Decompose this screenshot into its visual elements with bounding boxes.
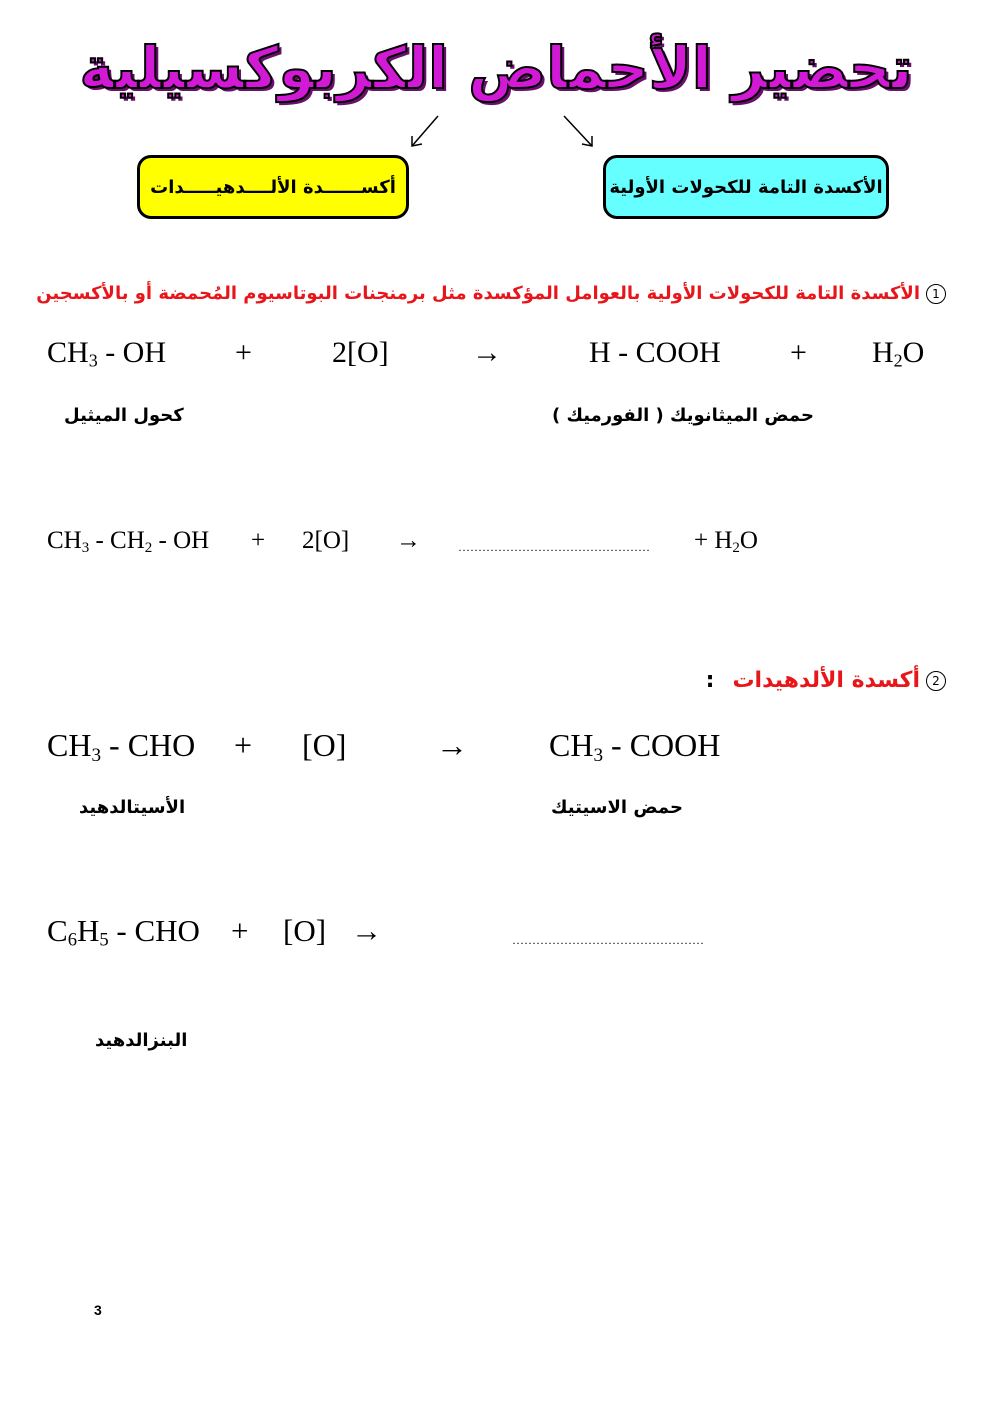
eq3-reactant-label: الأسيتالدهيد <box>79 797 186 818</box>
eq2-plus: + <box>251 527 266 554</box>
eq4-reactant: $C_6H_5$ - CHO <box>47 913 200 951</box>
section-2-number: 2 <box>926 671 946 691</box>
eq4-reactant-label: البنزالدهيد <box>95 1030 188 1051</box>
eq4-arrow: → <box>351 913 382 948</box>
eq4-answer-blank[interactable]: ………………………………………… <box>512 933 704 947</box>
eq2-arrow: → <box>396 527 421 554</box>
section-1-heading <box>36 283 946 304</box>
aldehyde-oxidation-box: أكســــــدة الألــــدهيـــــدات <box>137 155 409 219</box>
page-number: 3 <box>94 1302 102 1318</box>
section-1-text: الأكسدة التامة للكحولات الأولية بالعوامل المؤكسدة مثل برمنجنات البوتاسيوم المُحمضة أو بالأكسجين <box>36 283 920 304</box>
section-2-text: أكسدة الألدهيدات <box>732 668 920 693</box>
eq3-plus: + <box>234 727 253 763</box>
eq1-product: H - COOH <box>589 336 721 369</box>
eq1-plus-2: + <box>790 336 807 369</box>
eq3-reactant: $CH_3$ - CHO <box>47 727 196 766</box>
eq3-oxidant: [O] <box>302 727 347 763</box>
section-2-heading <box>706 668 946 693</box>
alcohol-oxidation-box: الأكسدة التامة للكحولات الأولية <box>603 155 889 219</box>
eq1-water: $H_2O$ <box>872 336 925 371</box>
section-2-colon: : <box>705 668 715 693</box>
branch-arrows <box>0 110 992 155</box>
eq3-product-label: حمض الاسيتيك <box>551 797 683 818</box>
eq1-plus-1: + <box>235 336 252 369</box>
eq1-oxidant: 2[O] <box>332 336 389 369</box>
eq3-product: $CH_3$ - COOH <box>549 727 721 766</box>
eq1-reactant: $CH_3$ - OH <box>47 336 167 371</box>
eq1-reactant-label: كحول الميثيل <box>64 405 184 426</box>
eq1-arrow: → <box>472 336 502 369</box>
section-1-number: 1 <box>926 284 946 304</box>
eq2-reactant: $CH_3 - CH_2$ - OH <box>47 527 210 556</box>
eq1-product-label: حمض الميثانويك ( الفورميك ) <box>552 405 814 426</box>
eq3-arrow: → <box>436 727 468 763</box>
page-title: تحضير الأحماض الكربوكسيلية <box>79 34 913 102</box>
eq2-answer-blank[interactable]: ………………………………………… <box>458 540 650 554</box>
eq2-water: + $H_2O$ <box>694 527 758 556</box>
eq2-oxidant: 2[O] <box>302 527 350 554</box>
eq4-plus: + <box>231 913 249 948</box>
eq4-oxidant: [O] <box>283 913 327 948</box>
